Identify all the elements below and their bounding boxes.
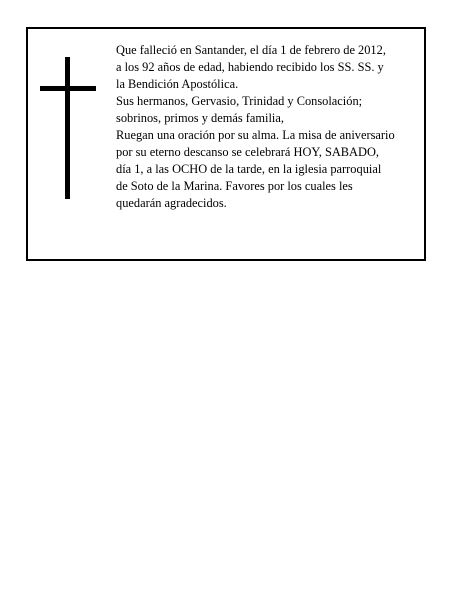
cross-icon <box>40 57 96 199</box>
notice-line: de Soto de la Marina. Favores por los cuales les <box>116 179 353 193</box>
notice-line: la Bendición Apostólica. <box>116 77 239 91</box>
notice-line: Ruegan una oración por su alma. La misa de aniversario <box>116 128 395 142</box>
notice-line: sobrinos, primos y demás familia, <box>116 111 284 125</box>
notice-line: día 1, a las OCHO de la tarde, en la iglesia parroquial <box>116 162 382 176</box>
obituary-notice <box>26 27 426 261</box>
cross-horizontal-bar <box>40 86 96 91</box>
notice-line: por su eterno descanso se celebrará HOY, SABADO, <box>116 145 380 159</box>
notice-line: Sus hermanos, Gervasio, Trinidad y Consolación; <box>116 94 363 108</box>
notice-line: quedarán agradecidos. <box>116 196 227 210</box>
notice-line: Que falleció en Santander, el día 1 de febrero de 2012, <box>116 43 386 57</box>
notice-text <box>116 42 424 212</box>
notice-line: a los 92 años de edad, habiendo recibido los SS. SS. y <box>116 60 384 74</box>
cross-vertical-bar <box>65 57 70 199</box>
